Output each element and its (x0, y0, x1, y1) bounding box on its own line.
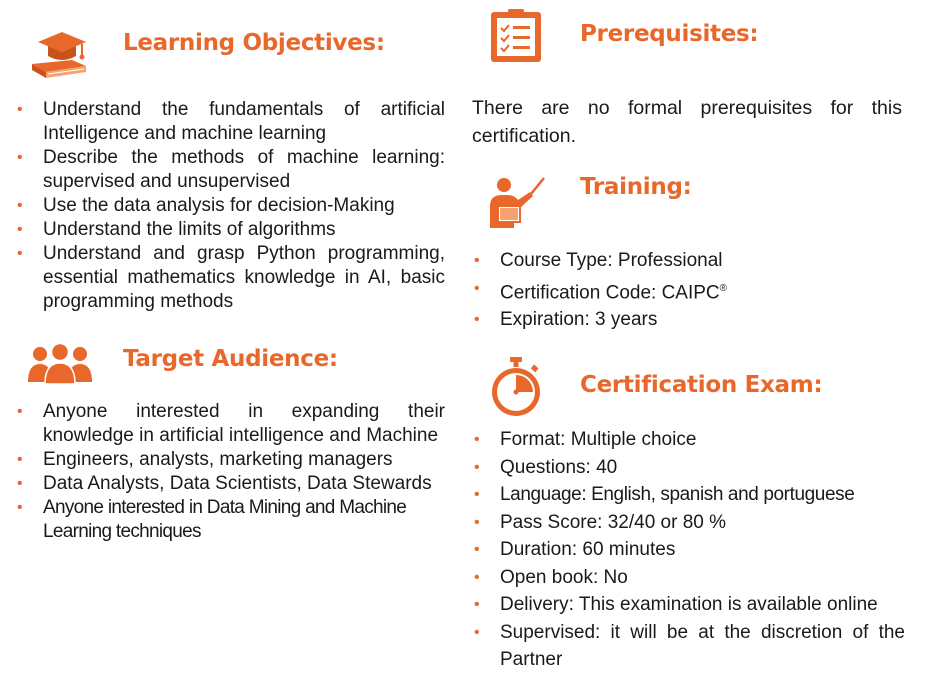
training-list (500, 247, 900, 334)
list-item: • Understand the fundamentals of artificial Intelligence and machine learning (43, 98, 445, 146)
people-group-icon (28, 342, 92, 384)
list-item: • Use the data analysis for decision-Making (43, 194, 445, 218)
list-item: • Expiration: 3 years (500, 306, 900, 334)
list-item: • Delivery: This examination is available online (500, 591, 905, 619)
target-audience-title: Target Audience: (123, 346, 338, 372)
list-item: • Anyone interested in expanding their knowledge in artificial intelligence and Machine (43, 400, 445, 448)
list-item: • Anyone interested in Data Mining and Machine Learning techniques (43, 496, 445, 544)
clipboard-checklist-icon (489, 8, 543, 64)
list-item: • Duration: 60 minutes (500, 536, 905, 564)
prerequisites-title: Prerequisites: (580, 21, 759, 47)
list-item: • Understand and grasp Python programming, essential mathematics knowledge in AI, basic programming methods (43, 242, 445, 314)
list-item: • Engineers, analysts, marketing managers (43, 448, 445, 472)
certification-code: Certification Code: CAIPC (500, 281, 720, 303)
list-item: • Language: English, spanish and portuguese (500, 481, 905, 509)
training-title: Training: (580, 174, 692, 200)
list-item: • Pass Score: 32/40 or 80 % (500, 509, 905, 537)
graduation-cap-book-icon (28, 26, 90, 84)
list-item: • Open book: No (500, 564, 905, 592)
list-item (500, 275, 900, 307)
list-item: • Course Type: Professional (500, 247, 900, 275)
list-item: • Describe the methods of machine learning: supervised and unsupervised (43, 146, 445, 194)
certification-exam-title: Certification Exam: (580, 372, 823, 398)
prerequisites-text: There are no formal prerequisites for this certification. (472, 97, 902, 147)
list-item: • Understand the limits of algorithms (43, 218, 445, 242)
list-item: • Data Analysts, Data Scientists, Data Stewards (43, 472, 445, 496)
list-item: • Questions: 40 (500, 454, 905, 482)
learning-objectives-list (43, 98, 445, 314)
registered-mark: ® (719, 282, 728, 294)
presenter-board-icon (486, 176, 548, 230)
list-item: • Supervised: it will be at the discretion of the Partner (500, 619, 905, 674)
learning-objectives-title: Learning Objectives: (123, 30, 385, 56)
list-item: • Format: Multiple choice (500, 426, 905, 454)
stopwatch-icon (488, 356, 544, 418)
certification-exam-list (500, 426, 905, 674)
target-audience-list (43, 400, 445, 544)
